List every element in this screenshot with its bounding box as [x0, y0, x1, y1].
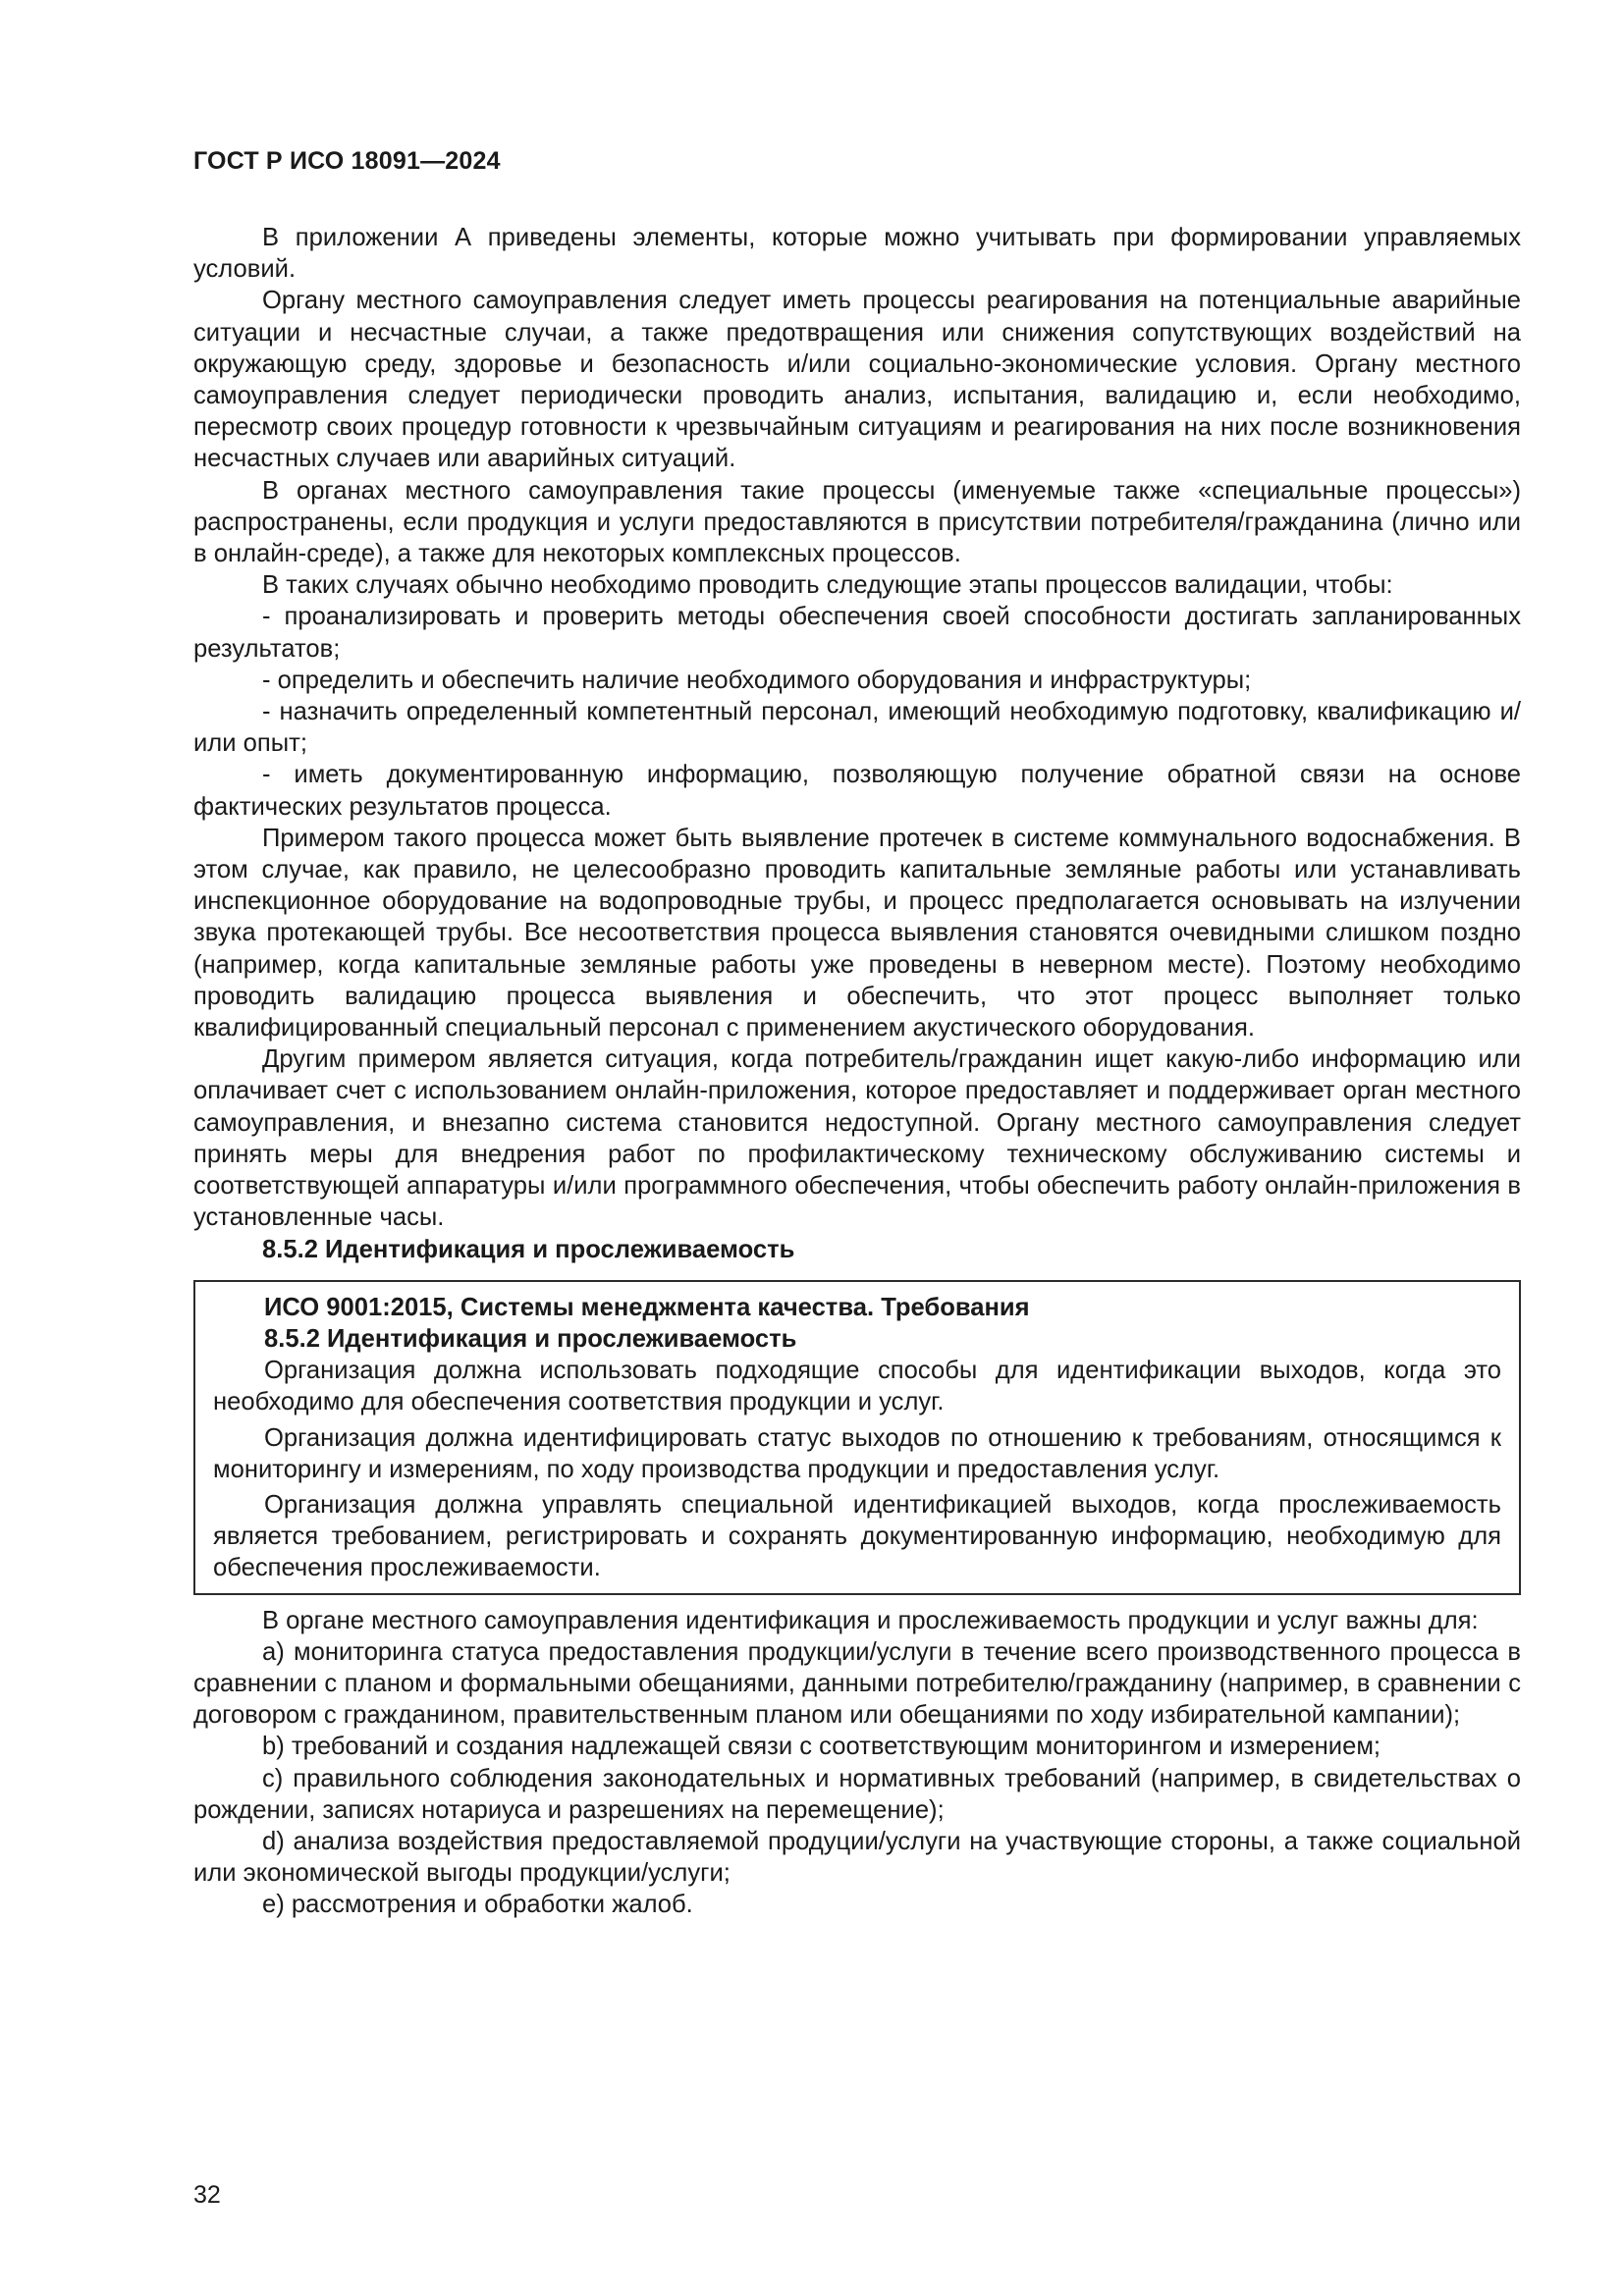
list-item-dash: - определить и обеспечить наличие необходимого оборудования и инфраструктуры; [262, 666, 1252, 694]
list-item-dash: - иметь документированную информацию, позволяющую получение обратной связи на основе фактических результатов процесса. [193, 761, 1521, 821]
list-item-letter: е) рассмотрения и обработки жалоб. [262, 1891, 693, 1919]
quote-paragraph: Организация должна управлять специальной идентификацией выходов, когда прослеживаемость является требованием, регистрировать и сохранять документированную информацию, необходимую для обеспечения прослеживаемости. [213, 1490, 1501, 1582]
quote-title: ИСО 9001:2015, Системы менеджмента качества. Требования [264, 1293, 1030, 1321]
list-item-letter: d) анализа воздействия предоставляемой продуции/услуги на участвующие стороны, а также социальной или экономической выгоды продукции/услуги; [193, 1827, 1521, 1888]
paragraph-special-processes: В органах местного самоуправления такие процессы (именуемые также «специальные процессы») распространены, если продукция и услуги предоставляются в присутствии потребителя/гражданина (лично или в онлайн-среде), а также для некоторых комплексных процессов. [193, 476, 1521, 568]
page-number: 32 [193, 2181, 221, 2209]
paragraph-emergency: Органу местного самоуправления следует иметь процессы реагирования на потенциальные аварийные ситуации и несчастные случаи, а также предотвращения или снижения сопутствующих воздействий на окружающую среду, здоровье и безопасность и/или социально-экономические условия. Органу местного самоуправления следует периодически проводить анализ, испытания, валидацию и, если необходимо, пересмотр своих процедур готовности к чрезвычайным ситуациям и реагирования на них после возникновения несчастных случаев или аварийных ситуаций. [193, 287, 1521, 473]
section-heading: 8.5.2 Идентификация и прослеживаемость [262, 1235, 795, 1263]
quote-subtitle: 8.5.2 Идентификация и прослеживаемость [264, 1324, 797, 1353]
list-item-dash: - проанализировать и проверить методы обеспечения своей способности достигать запланированных результатов; [193, 603, 1521, 663]
paragraph-example-online: Другим примером является ситуация, когда потребитель/гражданин ищет какую-либо информацию или оплачивает счет с использованием онлайн-приложения, которое предоставляет и поддерживает орган местного самоуправления, и внезапно система становится недоступной. Органу местного самоуправления следует принять меры для внедрения работ по профилактическому техническому обслуживанию системы и соответствующей аппаратуры и/или программного обеспечения, чтобы обеспечить работу онлайн-приложения в установленные часы. [193, 1045, 1521, 1232]
paragraph-intro: В приложении А приведены элементы, которые можно учитывать при формировании управляемых условий. [193, 224, 1521, 284]
paragraph-example-water: Примером такого процесса может быть выявление протечек в системе коммунального водоснабжения. В этом случае, как правило, не целесообразно проводить капитальные земляные работы или устанавливать инспекционное оборудование на водопроводные трубы, и процесс предполагается основывать на излучении звука протекающей трубы. Все несоответствия процесса выявления становятся очевидными слишком поздно (например, когда капитальные земляные работы уже проведены в неверном месте). Поэтому необходимо проводить валидацию процесса выявления и обеспечить, что этот процесс выполняет только квалифицированный специальный персонал с применением акустического оборудования. [193, 824, 1521, 1042]
list-item-letter: c) правильного соблюдения законодательных и нормативных требований (например, в свидетельствах о рождении, записях нотариуса и разрешениях на перемещение); [193, 1764, 1521, 1824]
quote-paragraph: Организация должна идентифицировать статус выходов по отношению к требованиям, относящимся к мониторингу и измерениям, по ходу производства продукции и предоставления услуг. [213, 1423, 1501, 1483]
document-header: ГОСТ Р ИСО 18091—2024 [193, 147, 501, 175]
paragraph-validation-steps: В таких случаях обычно необходимо проводить следующие этапы процессов валидации, чтобы: [262, 571, 1393, 600]
quote-paragraph: Организация должна использовать подходящие способы для идентификации выходов, когда это необходимо для обеспечения соответствия продукции и услуг. [213, 1357, 1501, 1416]
paragraph-identification-intro: В органе местного самоуправления идентификация и прослеживаемость продукции и услуг важны для: [262, 1606, 1479, 1634]
document-body [193, 222, 1521, 1921]
list-item-letter: b) требований и создания надлежащей связи с соответствующим мониторингом и измерением; [262, 1733, 1381, 1761]
list-item-dash: - назначить определенный компетентный персонал, имеющий необходимую подготовку, квалификацию и/или опыт; [193, 698, 1521, 758]
iso-quote-box [193, 1280, 1521, 1595]
list-item-letter: а) мониторинга статуса предоставления продукции/услуги в течение всего производственного процесса в сравнении с планом и формальными обещаниями, данными потребителю/гражданину (например, в сравнении с договором с гражданином, правительственным планом или обещаниями по ходу избирательной кампании); [193, 1637, 1521, 1730]
